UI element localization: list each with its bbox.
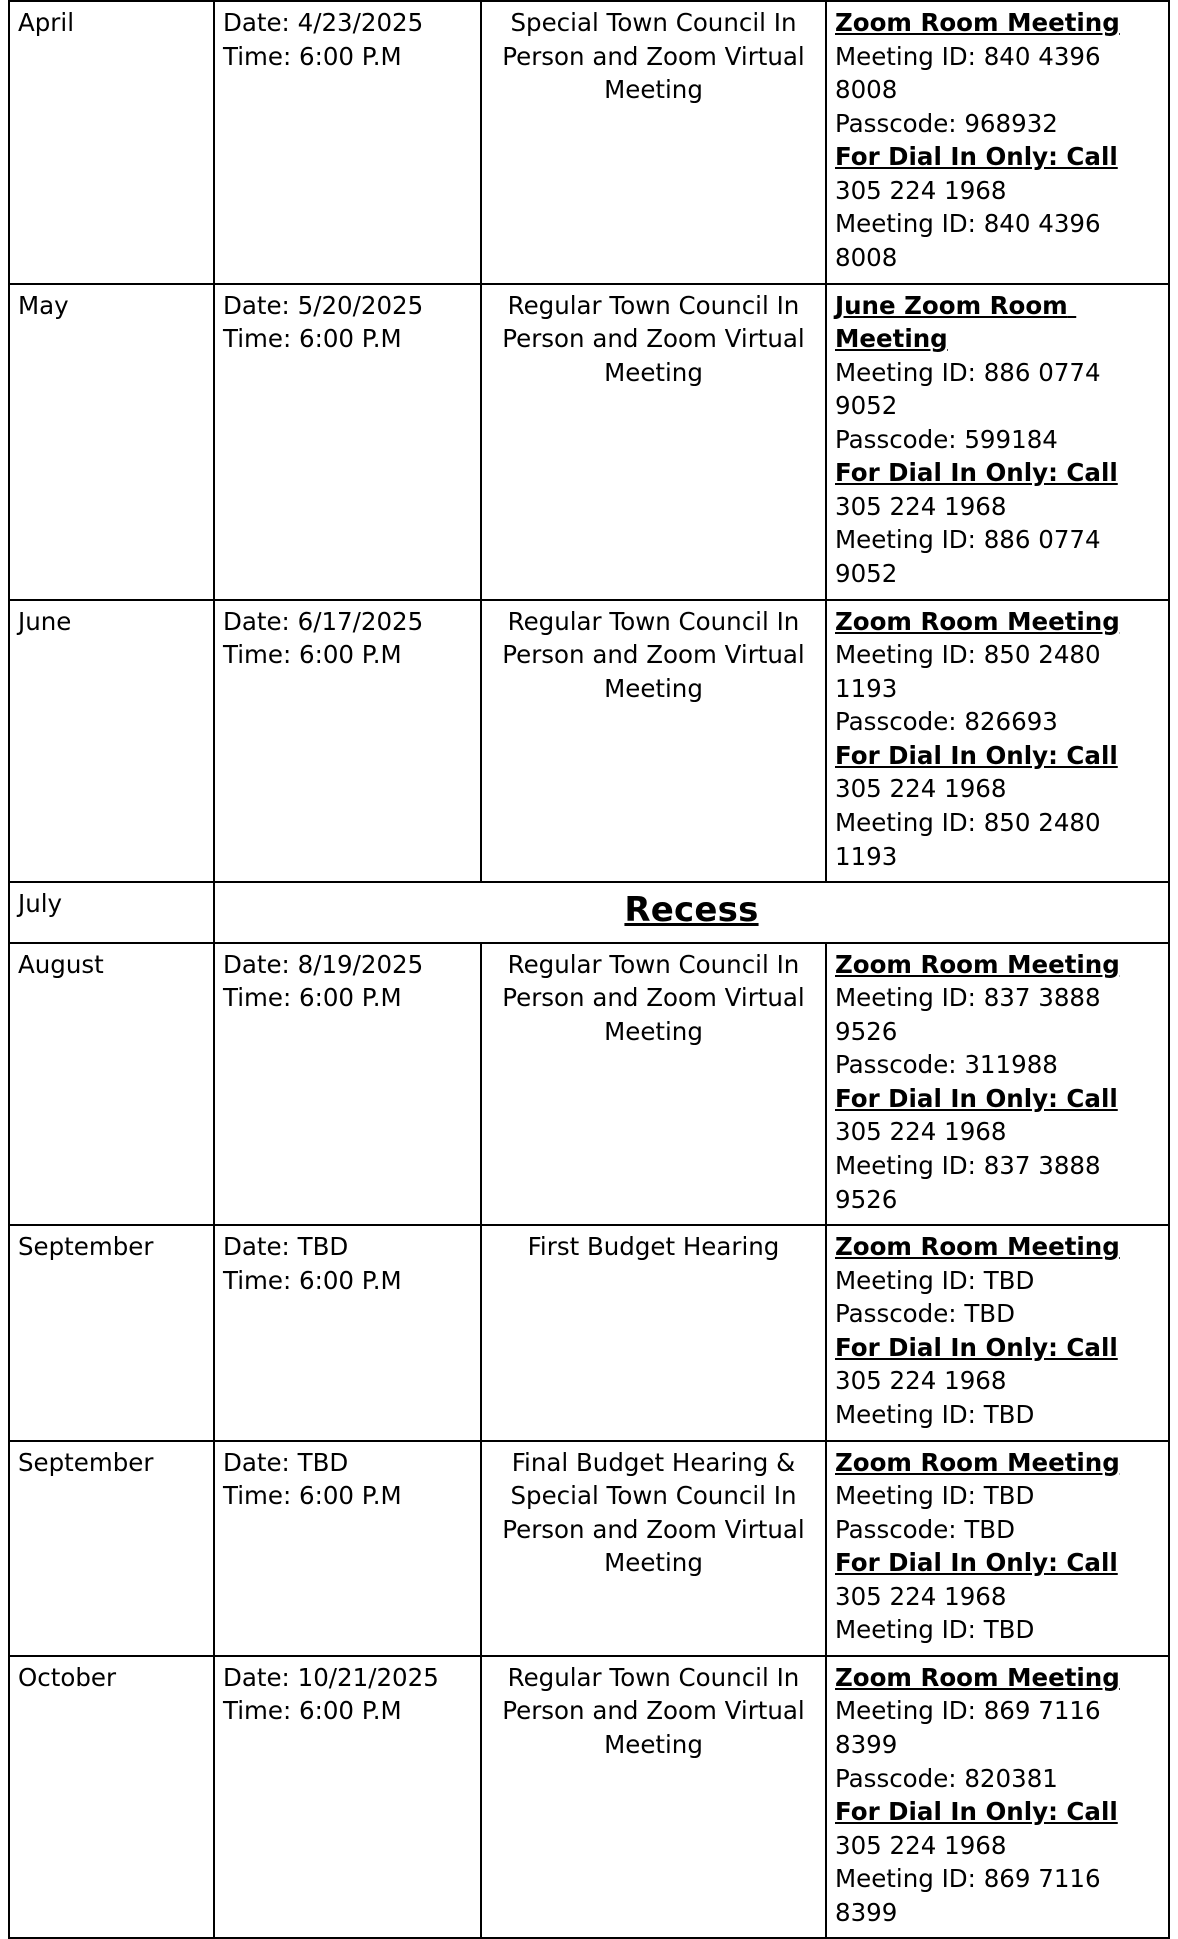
passcode-text: Passcode: TBD bbox=[835, 1299, 1015, 1329]
meeting-type-cell bbox=[481, 600, 826, 883]
dial-in-meeting-id: Meeting ID: 850 2480 1193 bbox=[835, 807, 1109, 871]
meeting-type-text: Final Budget Hearing & Special Town Council In Person and Zoom Virtual Meeting bbox=[502, 1447, 813, 1578]
dial-in-phone: 305 224 1968 bbox=[835, 1117, 1007, 1147]
date-text: Date: TBD bbox=[223, 1447, 349, 1477]
date-text: Date: 8/19/2025 bbox=[223, 949, 424, 979]
month-cell bbox=[9, 600, 214, 883]
table-row-recess bbox=[9, 882, 1169, 943]
recess-cell bbox=[214, 882, 1169, 943]
zoom-info-cell bbox=[826, 1225, 1169, 1440]
month-label: July bbox=[18, 889, 63, 919]
month-label: April bbox=[18, 8, 74, 37]
table-row bbox=[9, 1656, 1169, 1939]
dial-in-heading: For Dial In Only: Call bbox=[835, 458, 1118, 488]
passcode-text: Passcode: TBD bbox=[835, 1514, 1015, 1544]
time-text: Time: 6:00 P.M bbox=[223, 41, 402, 71]
month-cell bbox=[9, 943, 214, 1226]
dial-in-meeting-id: Meeting ID: TBD bbox=[835, 1615, 1035, 1645]
meeting-type-cell bbox=[481, 1225, 826, 1440]
dial-in-meeting-id: Meeting ID: 886 0774 9052 bbox=[835, 525, 1109, 588]
dial-in-heading: For Dial In Only: Call bbox=[835, 1332, 1118, 1362]
zoom-info-cell bbox=[826, 1656, 1169, 1939]
meeting-type-text: Regular Town Council In Person and Zoom Virtual Meeting bbox=[502, 290, 813, 387]
meeting-type-cell bbox=[481, 1656, 826, 1939]
month-cell bbox=[9, 1225, 214, 1440]
month-cell bbox=[9, 284, 214, 600]
month-label: May bbox=[18, 290, 69, 320]
meeting-type-text: Regular Town Council In Person and Zoom Virtual Meeting bbox=[502, 1662, 813, 1760]
dial-in-heading: For Dial In Only: Call bbox=[835, 1548, 1118, 1578]
time-text: Time: 6:00 P.M bbox=[223, 324, 402, 354]
passcode-text: Passcode: 311988 bbox=[835, 1050, 1058, 1080]
month-label: September bbox=[18, 1447, 154, 1477]
datetime-cell bbox=[214, 943, 481, 1226]
passcode-text: Passcode: 968932 bbox=[835, 108, 1058, 138]
datetime-cell bbox=[214, 1441, 481, 1656]
table-row bbox=[9, 1441, 1169, 1656]
meeting-type-text: Special Town Council In Person and Zoom Virtual Meeting bbox=[502, 8, 813, 105]
dial-in-phone: 305 224 1968 bbox=[835, 774, 1007, 804]
time-text: Time: 6:00 P.M bbox=[223, 640, 402, 670]
dial-in-meeting-id: Meeting ID: TBD bbox=[835, 1399, 1035, 1429]
zoom-room-heading: Zoom Room Meeting bbox=[835, 1447, 1120, 1477]
time-text: Time: 6:00 P.M bbox=[223, 1481, 402, 1511]
datetime-cell bbox=[214, 1, 481, 284]
dial-in-meeting-id: Meeting ID: 869 7116 8399 bbox=[835, 1864, 1109, 1927]
meeting-schedule-table bbox=[8, 0, 1170, 1939]
passcode-text: Passcode: 820381 bbox=[835, 1763, 1058, 1793]
dial-in-meeting-id: Meeting ID: 840 4396 8008 bbox=[835, 209, 1109, 272]
table-row bbox=[9, 600, 1169, 883]
recess-label: Recess bbox=[624, 890, 759, 931]
time-text: Time: 6:00 P.M bbox=[223, 983, 402, 1013]
date-text: Date: 4/23/2025 bbox=[223, 8, 424, 37]
dial-in-phone: 305 224 1968 bbox=[835, 491, 1007, 521]
zoom-info-cell bbox=[826, 943, 1169, 1226]
month-label: September bbox=[18, 1232, 154, 1262]
meeting-id-text: Meeting ID: TBD bbox=[835, 1265, 1035, 1295]
time-text: Time: 6:00 P.M bbox=[223, 1696, 402, 1726]
date-text: Date: TBD bbox=[223, 1232, 349, 1262]
zoom-info-cell bbox=[826, 1441, 1169, 1656]
meeting-type-cell bbox=[481, 943, 826, 1226]
meeting-type-cell bbox=[481, 1, 826, 284]
meeting-id-text: Meeting ID: 837 3888 9526 bbox=[835, 983, 1109, 1046]
meeting-id-text: Meeting ID: TBD bbox=[835, 1481, 1035, 1511]
zoom-room-heading: Zoom Room Meeting bbox=[835, 606, 1120, 636]
meeting-type-text: Regular Town Council In Person and Zoom Virtual Meeting bbox=[502, 606, 813, 703]
table-row bbox=[9, 284, 1169, 600]
zoom-room-heading: Zoom Room Meeting bbox=[835, 949, 1120, 979]
zoom-room-heading: Zoom Room Meeting bbox=[835, 1662, 1120, 1692]
meeting-id-text: Meeting ID: 850 2480 1193 bbox=[835, 640, 1109, 703]
table-row bbox=[9, 1, 1169, 284]
zoom-room-heading: Zoom Room Meeting bbox=[835, 8, 1120, 37]
datetime-cell bbox=[214, 284, 481, 600]
zoom-info-cell bbox=[826, 284, 1169, 600]
month-cell bbox=[9, 1656, 214, 1939]
zoom-room-heading: June Zoom Room Meeting bbox=[835, 290, 1077, 354]
dial-in-heading: For Dial In Only: Call bbox=[835, 740, 1118, 770]
dial-in-heading: For Dial In Only: Call bbox=[835, 1083, 1118, 1113]
meeting-type-cell bbox=[481, 1441, 826, 1656]
passcode-text: Passcode: 826693 bbox=[835, 707, 1058, 737]
month-cell bbox=[9, 882, 214, 943]
meeting-type-cell bbox=[481, 284, 826, 600]
month-cell bbox=[9, 1, 214, 284]
dial-in-phone: 305 224 1968 bbox=[835, 1366, 1007, 1396]
zoom-room-heading: Zoom Room Meeting bbox=[835, 1232, 1120, 1262]
dial-in-phone: 305 224 1968 bbox=[835, 1830, 1007, 1860]
zoom-info-cell bbox=[826, 1, 1169, 284]
dial-in-heading: For Dial In Only: Call bbox=[835, 142, 1118, 172]
month-label: June bbox=[18, 606, 72, 636]
dial-in-phone: 305 224 1968 bbox=[835, 175, 1007, 205]
table-row bbox=[9, 1225, 1169, 1440]
datetime-cell bbox=[214, 600, 481, 883]
meeting-id-text: Meeting ID: 869 7116 8399 bbox=[835, 1696, 1109, 1760]
date-text: Date: 6/17/2025 bbox=[223, 606, 424, 636]
meeting-id-text: Meeting ID: 840 4396 8008 bbox=[835, 41, 1109, 105]
month-label: August bbox=[18, 949, 104, 979]
date-text: Date: 10/21/2025 bbox=[223, 1662, 439, 1692]
meeting-id-text: Meeting ID: 886 0774 9052 bbox=[835, 357, 1109, 421]
datetime-cell bbox=[214, 1656, 481, 1939]
date-text: Date: 5/20/2025 bbox=[223, 290, 424, 320]
meeting-type-text: Regular Town Council In Person and Zoom Virtual Meeting bbox=[502, 949, 813, 1046]
zoom-info-cell bbox=[826, 600, 1169, 883]
dial-in-phone: 305 224 1968 bbox=[835, 1581, 1007, 1611]
dial-in-heading: For Dial In Only: Call bbox=[835, 1797, 1118, 1827]
datetime-cell bbox=[214, 1225, 481, 1440]
month-cell bbox=[9, 1441, 214, 1656]
meeting-type-text: First Budget Hearing bbox=[527, 1232, 780, 1262]
passcode-text: Passcode: 599184 bbox=[835, 424, 1058, 454]
table-row bbox=[9, 943, 1169, 1226]
dial-in-meeting-id: Meeting ID: 837 3888 9526 bbox=[835, 1151, 1109, 1214]
time-text: Time: 6:00 P.M bbox=[223, 1265, 402, 1295]
month-label: October bbox=[18, 1662, 117, 1692]
